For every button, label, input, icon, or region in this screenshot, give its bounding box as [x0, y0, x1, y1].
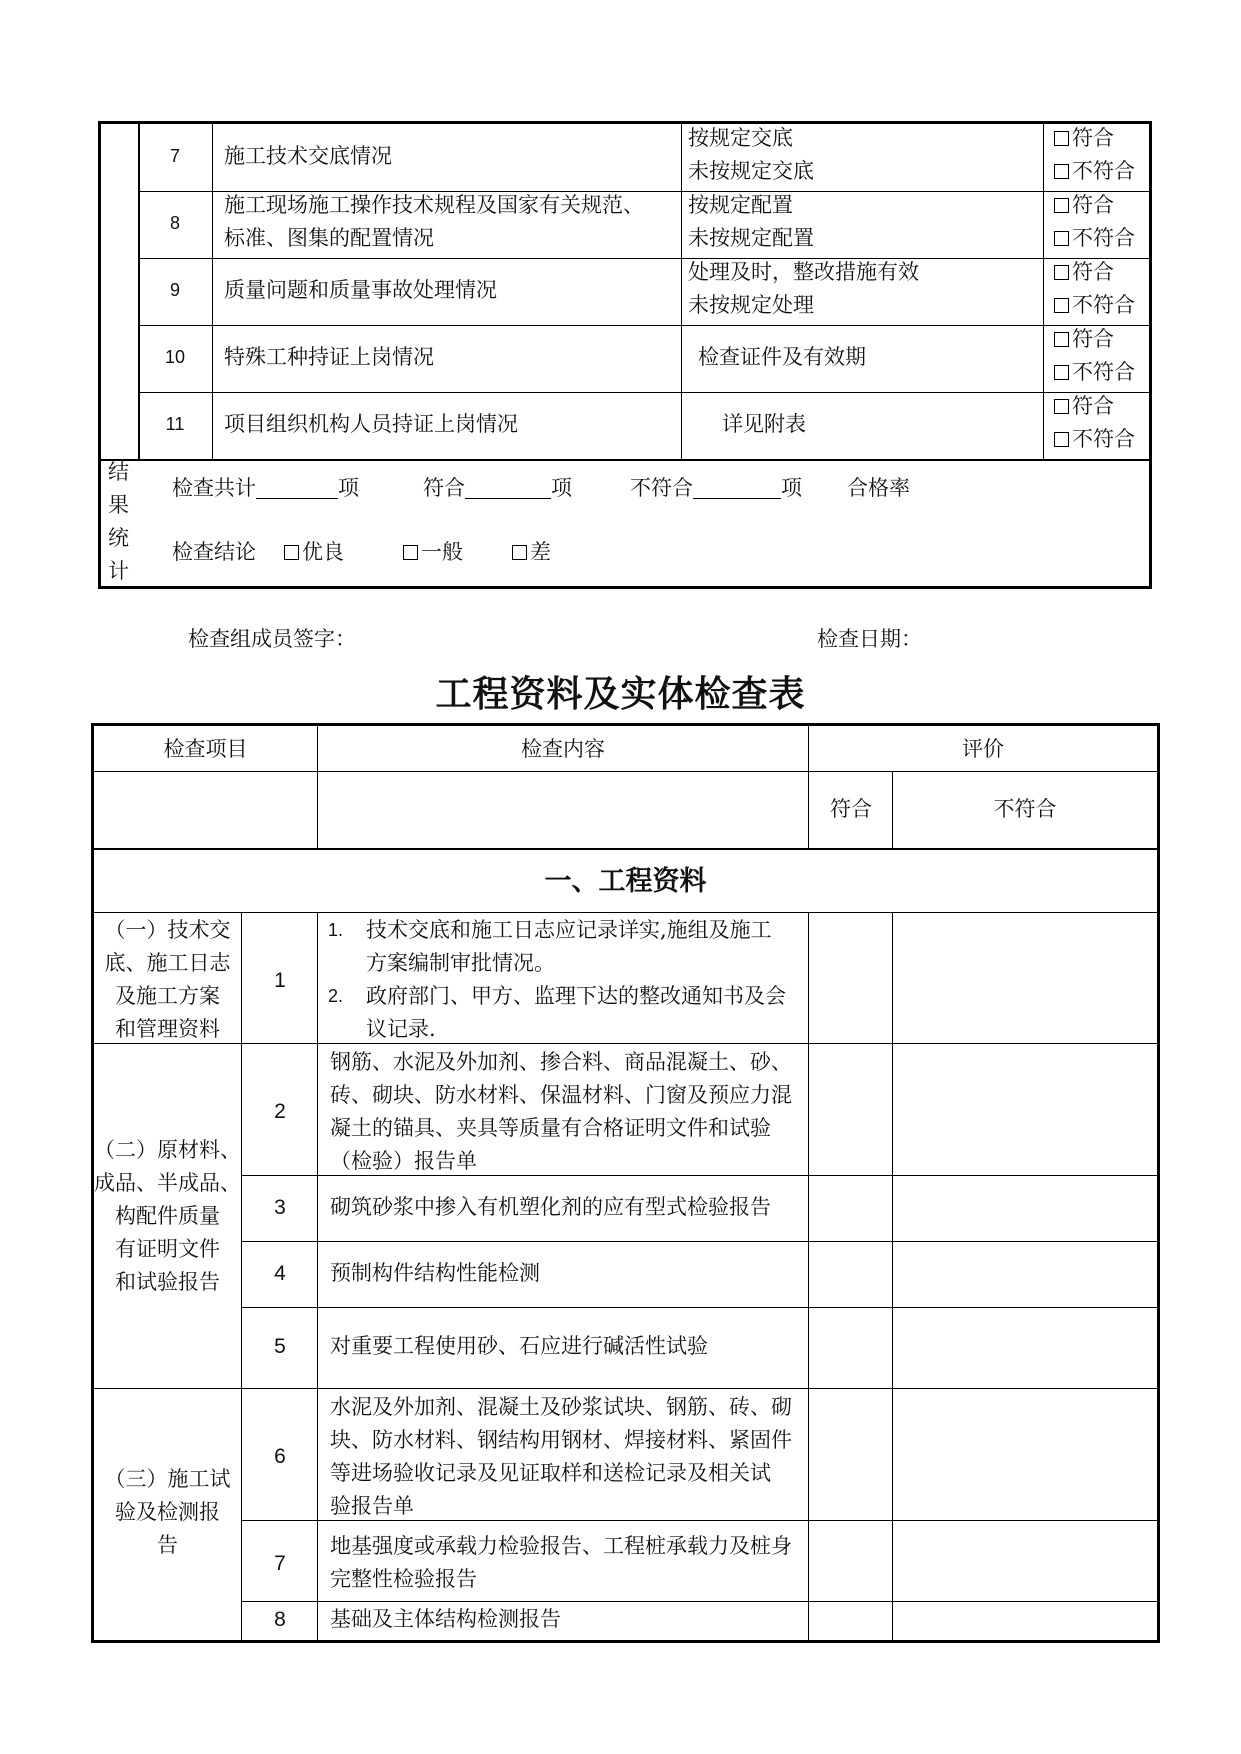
row-number: 8 [169, 213, 180, 233]
nonconform-checkbox[interactable]: 不符合 [1054, 222, 1135, 255]
check-standard: 检查证件及有效期 [698, 345, 866, 369]
check-standard: 详见附表 [722, 412, 806, 436]
checkbox-icon [1054, 231, 1069, 246]
row-number: 6 [274, 1445, 286, 1468]
checkbox-icon [284, 545, 299, 560]
conclusion-label: 检查结论 [172, 540, 256, 564]
row-number: 1 [274, 969, 286, 992]
check-content: 水泥及外加剂、混凝土及砂浆试块、钢筋、砖、砌 块、防水材料、钢结构用钢材、焊接材料、紧固件 等进场验收记录及见证取样和送检记录及相关试 验报告单 [330, 1395, 792, 1518]
check-content: 对重要工程使用砂、石应进行碱活性试验 [330, 1334, 708, 1358]
check-standard: 按规定配置 [688, 193, 793, 217]
conform-checkbox[interactable]: 符合 [1054, 189, 1114, 222]
check-content: 砌筑砂浆中掺入有机塑化剂的应有型式检验报告 [330, 1195, 771, 1219]
summary-label: 计 [108, 559, 129, 583]
check-content [328, 914, 808, 1046]
header-evaluation: 评价 [962, 737, 1004, 761]
check-standard: 按规定交底 [688, 126, 793, 150]
check-content: 钢筋、水泥及外加剂、掺合料、商品混凝土、砂、 砖、砌块、防水材料、保温材料、门窗及预应力混 凝土的锚具、夹具等质量有合格证明文件和试验 （检验）报告单 [330, 1050, 792, 1173]
check-item: 质量问题和质量事故处理情况 [224, 278, 497, 302]
group-label: （三）施工试 验及检测报 告 [104, 1467, 231, 1557]
list-item: 2. 政府部门、甲方、监理下达的整改通知书及会 议记录. [328, 984, 786, 1041]
check-content: 地基强度或承载力检验报告、工程桩承载力及桩身 完整性检验报告 [330, 1534, 792, 1591]
grade-excellent-checkbox[interactable]: 优良 [284, 536, 344, 569]
checkbox-icon [1054, 399, 1069, 414]
nonconform-checkbox[interactable]: 不符合 [1054, 423, 1135, 456]
check-item: 施工技术交底情况 [224, 144, 392, 168]
conform-checkbox[interactable]: 符合 [1054, 323, 1114, 356]
members-signature-label: 检查组成员签字： [188, 627, 356, 651]
grade-poor-checkbox[interactable]: 差 [512, 536, 551, 569]
total-count-field[interactable] [256, 474, 338, 499]
summary-counts: 检查共计 项 [172, 476, 359, 500]
row-number: 8 [274, 1608, 286, 1631]
checkbox-icon [1054, 298, 1069, 313]
summary-conform: 符合 项 [423, 476, 572, 500]
check-item: 特殊工种持证上岗情况 [224, 345, 434, 369]
checkbox-icon [1054, 332, 1069, 347]
header-conform: 符合 [830, 797, 872, 821]
summary-label: 统 [108, 526, 129, 550]
row-number: 7 [169, 146, 180, 166]
nonconform-checkbox[interactable]: 不符合 [1054, 289, 1135, 322]
check-standard: 未按规定处理 [688, 293, 814, 317]
checkbox-icon [1054, 265, 1069, 280]
row-number: 11 [165, 414, 185, 434]
check-item: 项目组织机构人员持证上岗情况 [224, 412, 518, 436]
checkbox-icon [1054, 131, 1069, 146]
checkbox-icon [403, 545, 418, 560]
conform-checkbox[interactable]: 符合 [1054, 256, 1114, 289]
row-number: 10 [164, 347, 186, 367]
check-item: 施工现场施工操作技术规程及国家有关规范、 [224, 193, 644, 217]
page-title: 工程资料及实体检查表 [435, 673, 806, 715]
inspection-date-label: 检查日期： [817, 627, 922, 651]
group-label: （二）原材料、 成品、半成品、 构配件质量 有证明文件 和试验报告 [94, 1138, 241, 1294]
grade-average-checkbox[interactable]: 一般 [403, 536, 463, 569]
conform-count-field[interactable] [465, 474, 551, 499]
nonconform-checkbox[interactable]: 不符合 [1054, 155, 1135, 188]
conform-checkbox[interactable]: 符合 [1054, 390, 1114, 423]
conform-checkbox[interactable]: 符合 [1054, 122, 1114, 155]
checkbox-icon [1054, 365, 1069, 380]
checkbox-icon [1054, 164, 1069, 179]
nonconform-checkbox[interactable]: 不符合 [1054, 356, 1135, 389]
group-label: （一）技术交 底、施工日志 及施工方案 和管理资料 [104, 918, 231, 1041]
check-standard: 未按规定交底 [688, 159, 814, 183]
checkbox-icon [1054, 432, 1069, 447]
check-item: 标准、图集的配置情况 [224, 226, 434, 250]
check-content: 预制构件结构性能检测 [330, 1261, 540, 1285]
content-list [328, 914, 808, 1046]
row-number: 7 [274, 1552, 286, 1575]
nonconform-count-field[interactable] [693, 474, 781, 499]
summary-label: 果 [108, 493, 129, 517]
summary-label: 结 [108, 460, 129, 484]
section-heading: 一、工程资料 [544, 866, 707, 897]
row-number: 5 [274, 1335, 286, 1358]
check-standard: 处理及时，整改措施有效 [688, 260, 919, 284]
row-number: 9 [169, 280, 180, 300]
summary-nonconform: 不符合 项 [630, 476, 802, 500]
row-number: 2 [274, 1100, 286, 1123]
checkbox-icon [1054, 198, 1069, 213]
header-nonconform: 不符合 [993, 797, 1057, 821]
row-number: 4 [274, 1262, 286, 1285]
check-content: 基础及主体结构检测报告 [330, 1607, 561, 1631]
row-number: 3 [274, 1196, 286, 1219]
check-standard: 未按规定配置 [688, 226, 814, 250]
header-check-content: 检查内容 [521, 737, 605, 761]
list-item: 1. 技术交底和施工日志应记录详实,施组及施工 方案编制审批情况。 [328, 918, 772, 975]
header-check-item: 检查项目 [163, 737, 248, 761]
checkbox-icon [512, 545, 527, 560]
pass-rate-label: 合格率 [847, 476, 910, 500]
